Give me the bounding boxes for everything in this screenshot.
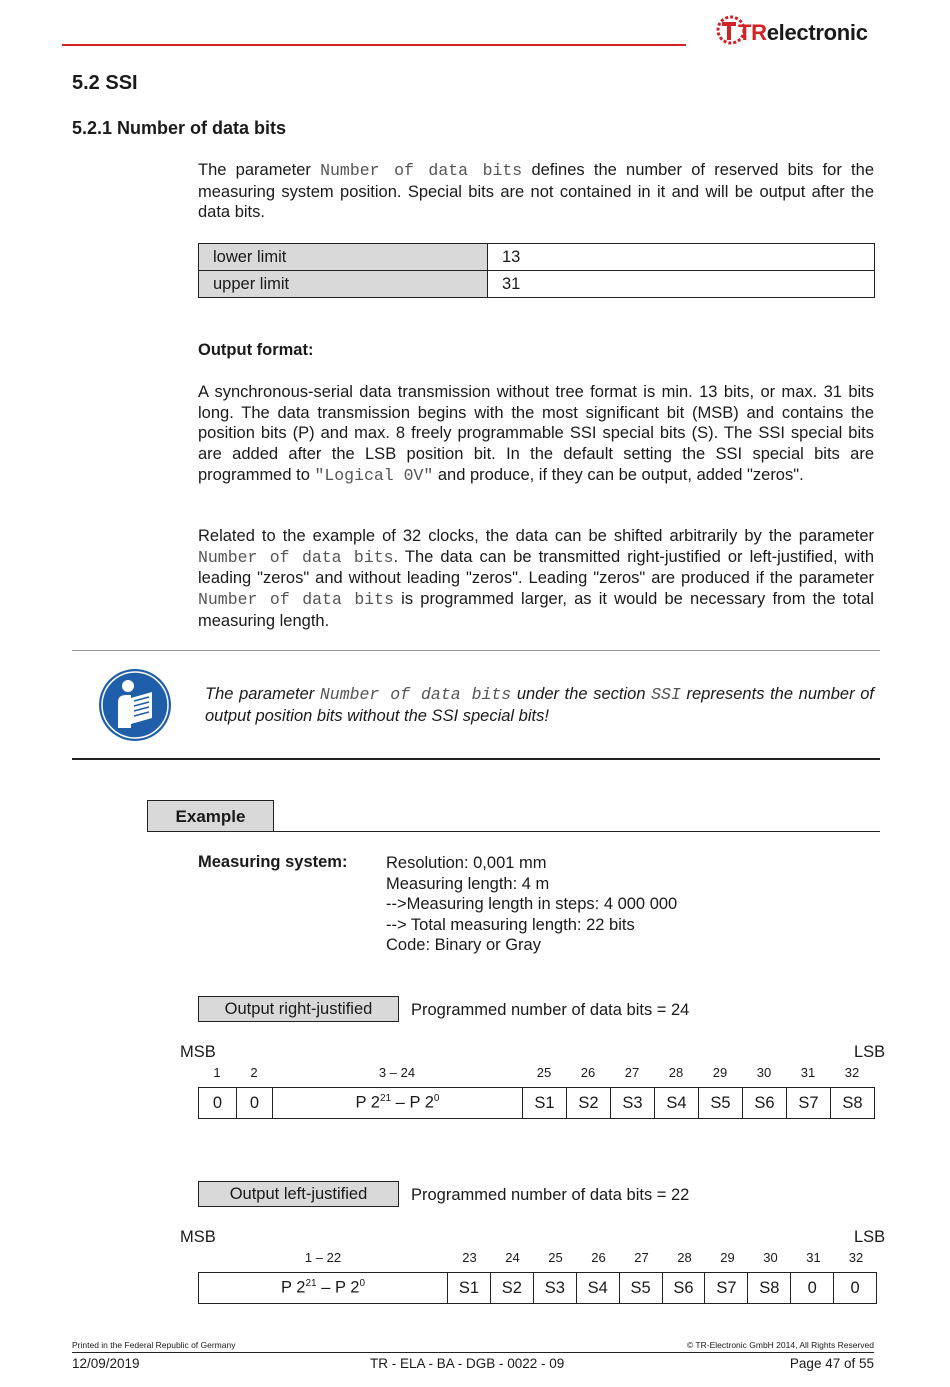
measuring-system-values xyxy=(386,853,677,956)
position-bits-cell: P $2^{21}$ – P $2^0$ xyxy=(199,1273,448,1304)
bit-cell: S6 xyxy=(662,1273,705,1304)
output-format-heading: Output format: xyxy=(198,341,314,359)
table-row xyxy=(199,244,875,271)
subsection-title: 5.2.1 Number of data bits xyxy=(72,118,287,138)
footer-page-number: Page 47 of 55 xyxy=(789,1356,874,1371)
section-title: 5.2 SSI xyxy=(72,72,138,94)
bit-index: 31 xyxy=(806,1250,821,1265)
logo-text: TRelectronic xyxy=(738,20,868,45)
bit-index: 27 xyxy=(634,1250,649,1265)
msb-label: MSB xyxy=(180,1228,216,1246)
bit-cell: S1 xyxy=(448,1273,491,1304)
bit-index: 28 xyxy=(677,1250,692,1265)
param-code: Number of data bits xyxy=(198,547,394,567)
header-rule xyxy=(62,44,686,46)
programmed-bits-right: Programmed number of data bits = 24 xyxy=(411,1001,690,1019)
bit-cell: S7 xyxy=(787,1088,831,1119)
ms-line: Code: Binary or Gray xyxy=(386,936,541,954)
note-text: The parameter Number of data bits under the section SSI represents the number of output position bits without the SSI special bits! xyxy=(205,685,874,725)
intro-paragraph: The parameter Number of data bits defines the number of reserved bits for the measuring system position. Special bits are not contained in it and will be output after the data bits. xyxy=(198,161,874,222)
position-bits-cell: P $2^{21}$ – P $2^0$ xyxy=(273,1088,523,1119)
ms-line: Resolution: 0,001 mm xyxy=(386,854,547,872)
bit-cell: S2 xyxy=(490,1273,533,1304)
limit-value: 13 xyxy=(488,244,875,271)
copyright-note: © TR-Electronic GmbH 2014, All Rights Reserved xyxy=(686,1340,874,1350)
bit-cell: 0 xyxy=(199,1088,237,1119)
msb-label: MSB xyxy=(180,1043,216,1061)
output-left-justified-box: Output left-justified xyxy=(198,1181,399,1207)
manual-reader-icon xyxy=(98,668,172,742)
bit-index: 30 xyxy=(756,1065,772,1080)
bit-cell: S5 xyxy=(619,1273,662,1304)
param-code: "Logical 0V" xyxy=(314,465,434,485)
bit-index: 1 xyxy=(213,1065,221,1080)
bit-index: 32 xyxy=(848,1250,864,1265)
table-row xyxy=(199,1273,877,1304)
bit-index: 32 xyxy=(844,1065,860,1080)
bit-index: 31 xyxy=(800,1065,816,1080)
programmed-bits-left: Programmed number of data bits = 22 xyxy=(411,1186,690,1204)
bit-index: 29 xyxy=(720,1250,735,1265)
example-tab: Example xyxy=(147,800,274,832)
bit-cell: S4 xyxy=(655,1088,699,1119)
measuring-system-label: Measuring system: xyxy=(198,853,348,871)
bit-index: 24 xyxy=(505,1250,520,1265)
lsb-label: LSB xyxy=(854,1043,886,1061)
output-right-justified-box: Output right-justified xyxy=(198,996,399,1022)
bit-index: 30 xyxy=(763,1250,778,1265)
bit-index: 2 xyxy=(250,1065,258,1080)
bit-cell: S3 xyxy=(533,1273,576,1304)
bit-index: 1 – 22 xyxy=(304,1250,342,1265)
footer-rule xyxy=(72,1352,874,1353)
footer-doc-id: TR - ELA - BA - DGB - 0022 - 09 xyxy=(370,1356,565,1371)
bit-cell: S8 xyxy=(831,1088,875,1119)
bit-index: 26 xyxy=(591,1250,606,1265)
bit-index: 3 – 24 xyxy=(378,1065,416,1080)
param-code: Number of data bits xyxy=(320,161,523,180)
bit-cell: S5 xyxy=(699,1088,743,1119)
limits-table xyxy=(198,243,875,298)
bit-table-left-justified xyxy=(198,1272,877,1304)
ms-line: --> Total measuring length: 22 bits xyxy=(386,915,635,934)
bit-cell: S3 xyxy=(611,1088,655,1119)
note-divider-top xyxy=(72,650,880,651)
limit-label: lower limit xyxy=(199,244,488,271)
ms-line: Measuring length: 4 m xyxy=(386,874,550,893)
bit-index: 28 xyxy=(668,1065,684,1080)
bit-cell: S4 xyxy=(576,1273,619,1304)
bit-cell: 0 xyxy=(834,1273,877,1304)
bit-cell: S6 xyxy=(743,1088,787,1119)
example-rule xyxy=(147,831,880,832)
table-row xyxy=(199,1088,875,1119)
bit-index: 26 xyxy=(580,1065,596,1080)
output-format-paragraph-2: Related to the example of 32 clocks, the data can be shifted arbitrarily by the parameter Number of data bits. The data can be transmitted right-justified or left-justified, with leading "zeros" and without leading "zeros". Leading "zeros" are produced if the parameter Number of data bits is programmed larger, as it would be necessary from the total measuring length. xyxy=(198,527,874,630)
printed-note: Printed in the Federal Republic of Germany xyxy=(72,1340,236,1350)
bit-index: 25 xyxy=(548,1250,563,1265)
bit-index: 25 xyxy=(536,1065,552,1080)
bit-index: 27 xyxy=(624,1065,640,1080)
footer-date: 12/09/2019 xyxy=(72,1356,140,1371)
ms-line: -->Measuring length in steps: 4 000 000 xyxy=(386,895,678,913)
bit-cell: S1 xyxy=(523,1088,567,1119)
bit-table-right-justified xyxy=(198,1087,875,1119)
param-code: SSI xyxy=(651,685,681,704)
param-code: Number of data bits xyxy=(319,685,512,704)
limit-label: upper limit xyxy=(199,271,488,298)
bit-cell: S2 xyxy=(567,1088,611,1119)
bit-cell: S8 xyxy=(748,1273,791,1304)
output-format-paragraph-1: A synchronous-serial data transmission without tree format is min. 13 bits, or max. 31 bits long. The data transmission begins with the most significant bit (MSB) and contains the position bits (P) and max. 8 freely programmable SSI special bits (S). The SSI special bits are added after the LSB position bit. In the default setting the SSI special bits are programmed to "Logical 0V" and produce, if they can be output, added "zeros". xyxy=(198,383,874,485)
param-code: Number of data bits xyxy=(198,590,394,610)
table-row xyxy=(199,271,875,298)
bit-index: 29 xyxy=(712,1065,728,1080)
note-divider-bottom xyxy=(72,758,880,760)
lsb-label: LSB xyxy=(854,1228,886,1246)
bit-cell: 0 xyxy=(237,1088,273,1119)
limit-value: 31 xyxy=(488,271,875,298)
bit-cell: S7 xyxy=(705,1273,748,1304)
bit-index: 23 xyxy=(462,1250,477,1265)
bit-cell: 0 xyxy=(791,1273,834,1304)
